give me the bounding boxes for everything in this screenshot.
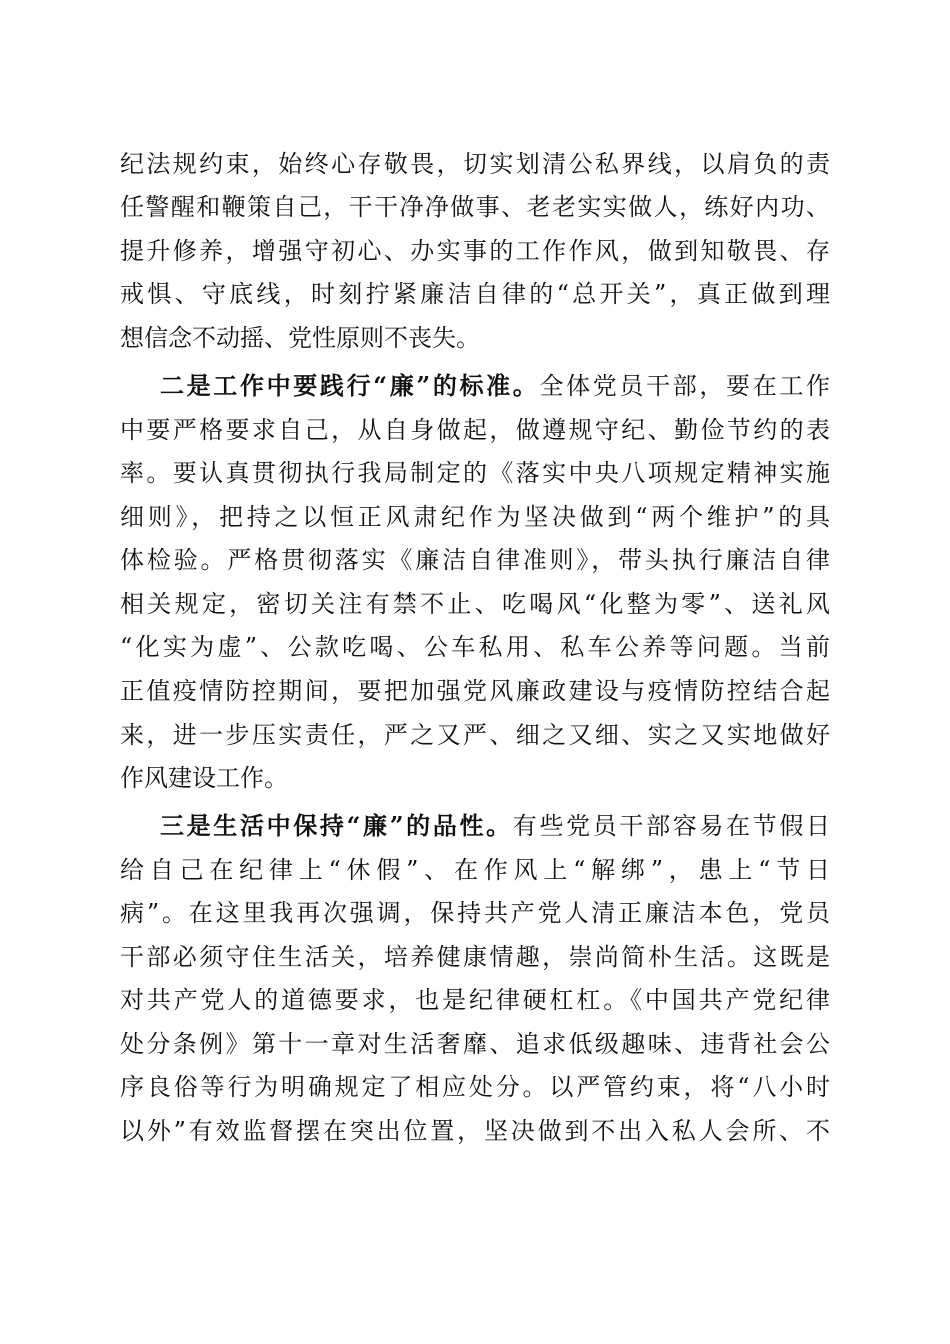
paragraph-1-line-3: 提升修养，增强守初心、办实事的工作作风，做到知敬畏、存 [120, 237, 830, 265]
paragraph-3-line-3: 病”。在这里我再次强调，保持共产党人清正廉洁本色，党员 [120, 899, 830, 927]
paragraph-2-line-10: 作风建设工作。 [120, 764, 288, 792]
paragraph-1-line-1: 纪法规约束，始终心存敬畏，切实划清公私界线，以肩负的责 [120, 150, 830, 178]
paragraph-2-line-1 [160, 366, 830, 406]
paragraph-2-first-line-rest: 全体党员干部，要在工作 [539, 372, 830, 400]
paragraph-3-line-7: 序良俗等行为明确规定了相应处分。以严管约束，将“八小时 [120, 1073, 830, 1101]
paragraph-3-line-2: 给自己在纪律上“休假”、在作风上“解绑”，患上“节日 [120, 856, 830, 884]
paragraph-2-line-3: 率。要认真贯彻执行我局制定的《落实中央八项规定精神实施 [120, 459, 830, 487]
paragraph-2-line-5: 体检验。严格贯彻落实《廉洁自律准则》，带头执行廉洁自律 [120, 546, 830, 574]
paragraph-3-line-8: 以外”有效监督摆在突出位置，坚决做到不出入私人会所、不 [120, 1117, 830, 1145]
paragraph-2-line-9: 来，进一步压实责任，严之又严、细之又细、实之又实地做好 [120, 721, 830, 749]
paragraph-3-line-1 [160, 806, 830, 846]
paragraph-2-heading: 二是工作中要践行“廉”的标准。 [160, 371, 540, 400]
paragraph-3-line-6: 处分条例》第十一章对生活奢靡、追求低级趣味、违背社会公 [120, 1030, 830, 1058]
paragraph-2-line-2: 中要严格要求自己，从自身做起，做遵规守纪、勤俭节约的表 [120, 416, 830, 444]
paragraph-1-line-5: 想信念不动摇、党性原则不丧失。 [120, 324, 480, 352]
paragraph-1-line-4: 戒惧、守底线，时刻拧紧廉洁自律的“总开关”，真正做到理 [120, 280, 830, 308]
paragraph-3-line-4: 干部必须守住生活关，培养健康情趣，崇尚简朴生活。这既是 [120, 943, 830, 971]
paragraph-2-line-8: 正值疫情防控期间，要把加强党风廉政建设与疫情防控结合起 [120, 677, 830, 705]
paragraph-3-first-line-rest: 有些党员干部容易在节假日 [512, 812, 830, 840]
paragraph-3-heading: 三是生活中保持“廉”的品性。 [160, 811, 513, 840]
paragraph-2-line-4: 细则》，把持之以恒正风肃纪作为坚决做到“两个维护”的具 [120, 503, 830, 531]
paragraph-3-line-5: 对共产党人的道德要求，也是纪律硬杠杠。《中国共产党纪律 [120, 986, 830, 1014]
paragraph-2-line-6: 相关规定，密切关注有禁不止、吃喝风“化整为零”、送礼风 [120, 590, 830, 618]
paragraph-2-line-7: “化实为虚”、公款吃喝、公车私用、私车公养等问题。当前 [120, 633, 830, 661]
paragraph-1-line-2: 任警醒和鞭策自己，干干净净做事、老老实实做人，练好内功、 [120, 193, 830, 221]
